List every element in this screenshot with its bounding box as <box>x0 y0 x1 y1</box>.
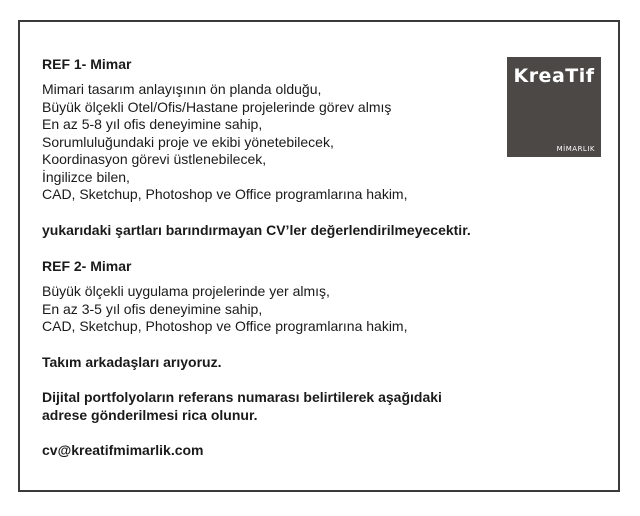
ad-content <box>42 56 582 460</box>
logo-subtitle: MİMARLIK <box>556 145 595 153</box>
ref1-heading: REF 1- Mimar <box>42 56 132 72</box>
ref1-line: Koordinasyon görevi üstlenebilecek, <box>42 151 267 167</box>
instructions-line: Dijital portfolyoların referans numarası belirtilerek aşağıdaki <box>42 389 442 405</box>
team-callout: Takım arkadaşları arıyoruz. <box>42 353 222 370</box>
ref2-section <box>42 258 582 336</box>
ref2-line: En az 3-5 yıl ofis deneyimine sahip, <box>42 300 263 317</box>
ref2-requirements <box>42 283 582 336</box>
ref2-heading: REF 2- Mimar <box>42 258 132 274</box>
ref1-line: En az 5-8 yıl ofis deneyimine sahip, <box>42 116 263 132</box>
ref1-line: Büyük ölçekli Otel/Ofis/Hastane projelerinde görev almış <box>42 98 392 115</box>
logo-wordmark: KreaTif <box>513 65 595 87</box>
ref1-requirements <box>42 81 582 204</box>
ref2-line: CAD, Sketchup, Photoshop ve Office programlarına hakim, <box>42 318 408 334</box>
contact-email[interactable]: cv@kreatifmimarlik.com <box>42 442 204 458</box>
cv-warning: yukarıdaki şartları barındırmayan CV’ler değerlendirilmeyecektir. <box>42 221 471 238</box>
ref1-line: Mimari tasarım anlayışının ön planda olduğu, <box>42 81 322 97</box>
application-instructions <box>42 389 582 424</box>
ref1-line: Sorumluluğundaki proje ve ekibi yönetebilecek, <box>42 133 334 150</box>
ref1-line: İngilizce bilen, <box>42 168 130 185</box>
ref2-line: Büyük ölçekli uygulama projelerinde yer almış, <box>42 283 330 299</box>
job-ad-frame <box>18 20 620 492</box>
instructions-line: adrese gönderilmesi rica olunur. <box>42 406 258 423</box>
ref1-line: CAD, Sketchup, Photoshop ve Office programlarına hakim, <box>42 186 408 202</box>
ref1-section <box>42 56 582 204</box>
